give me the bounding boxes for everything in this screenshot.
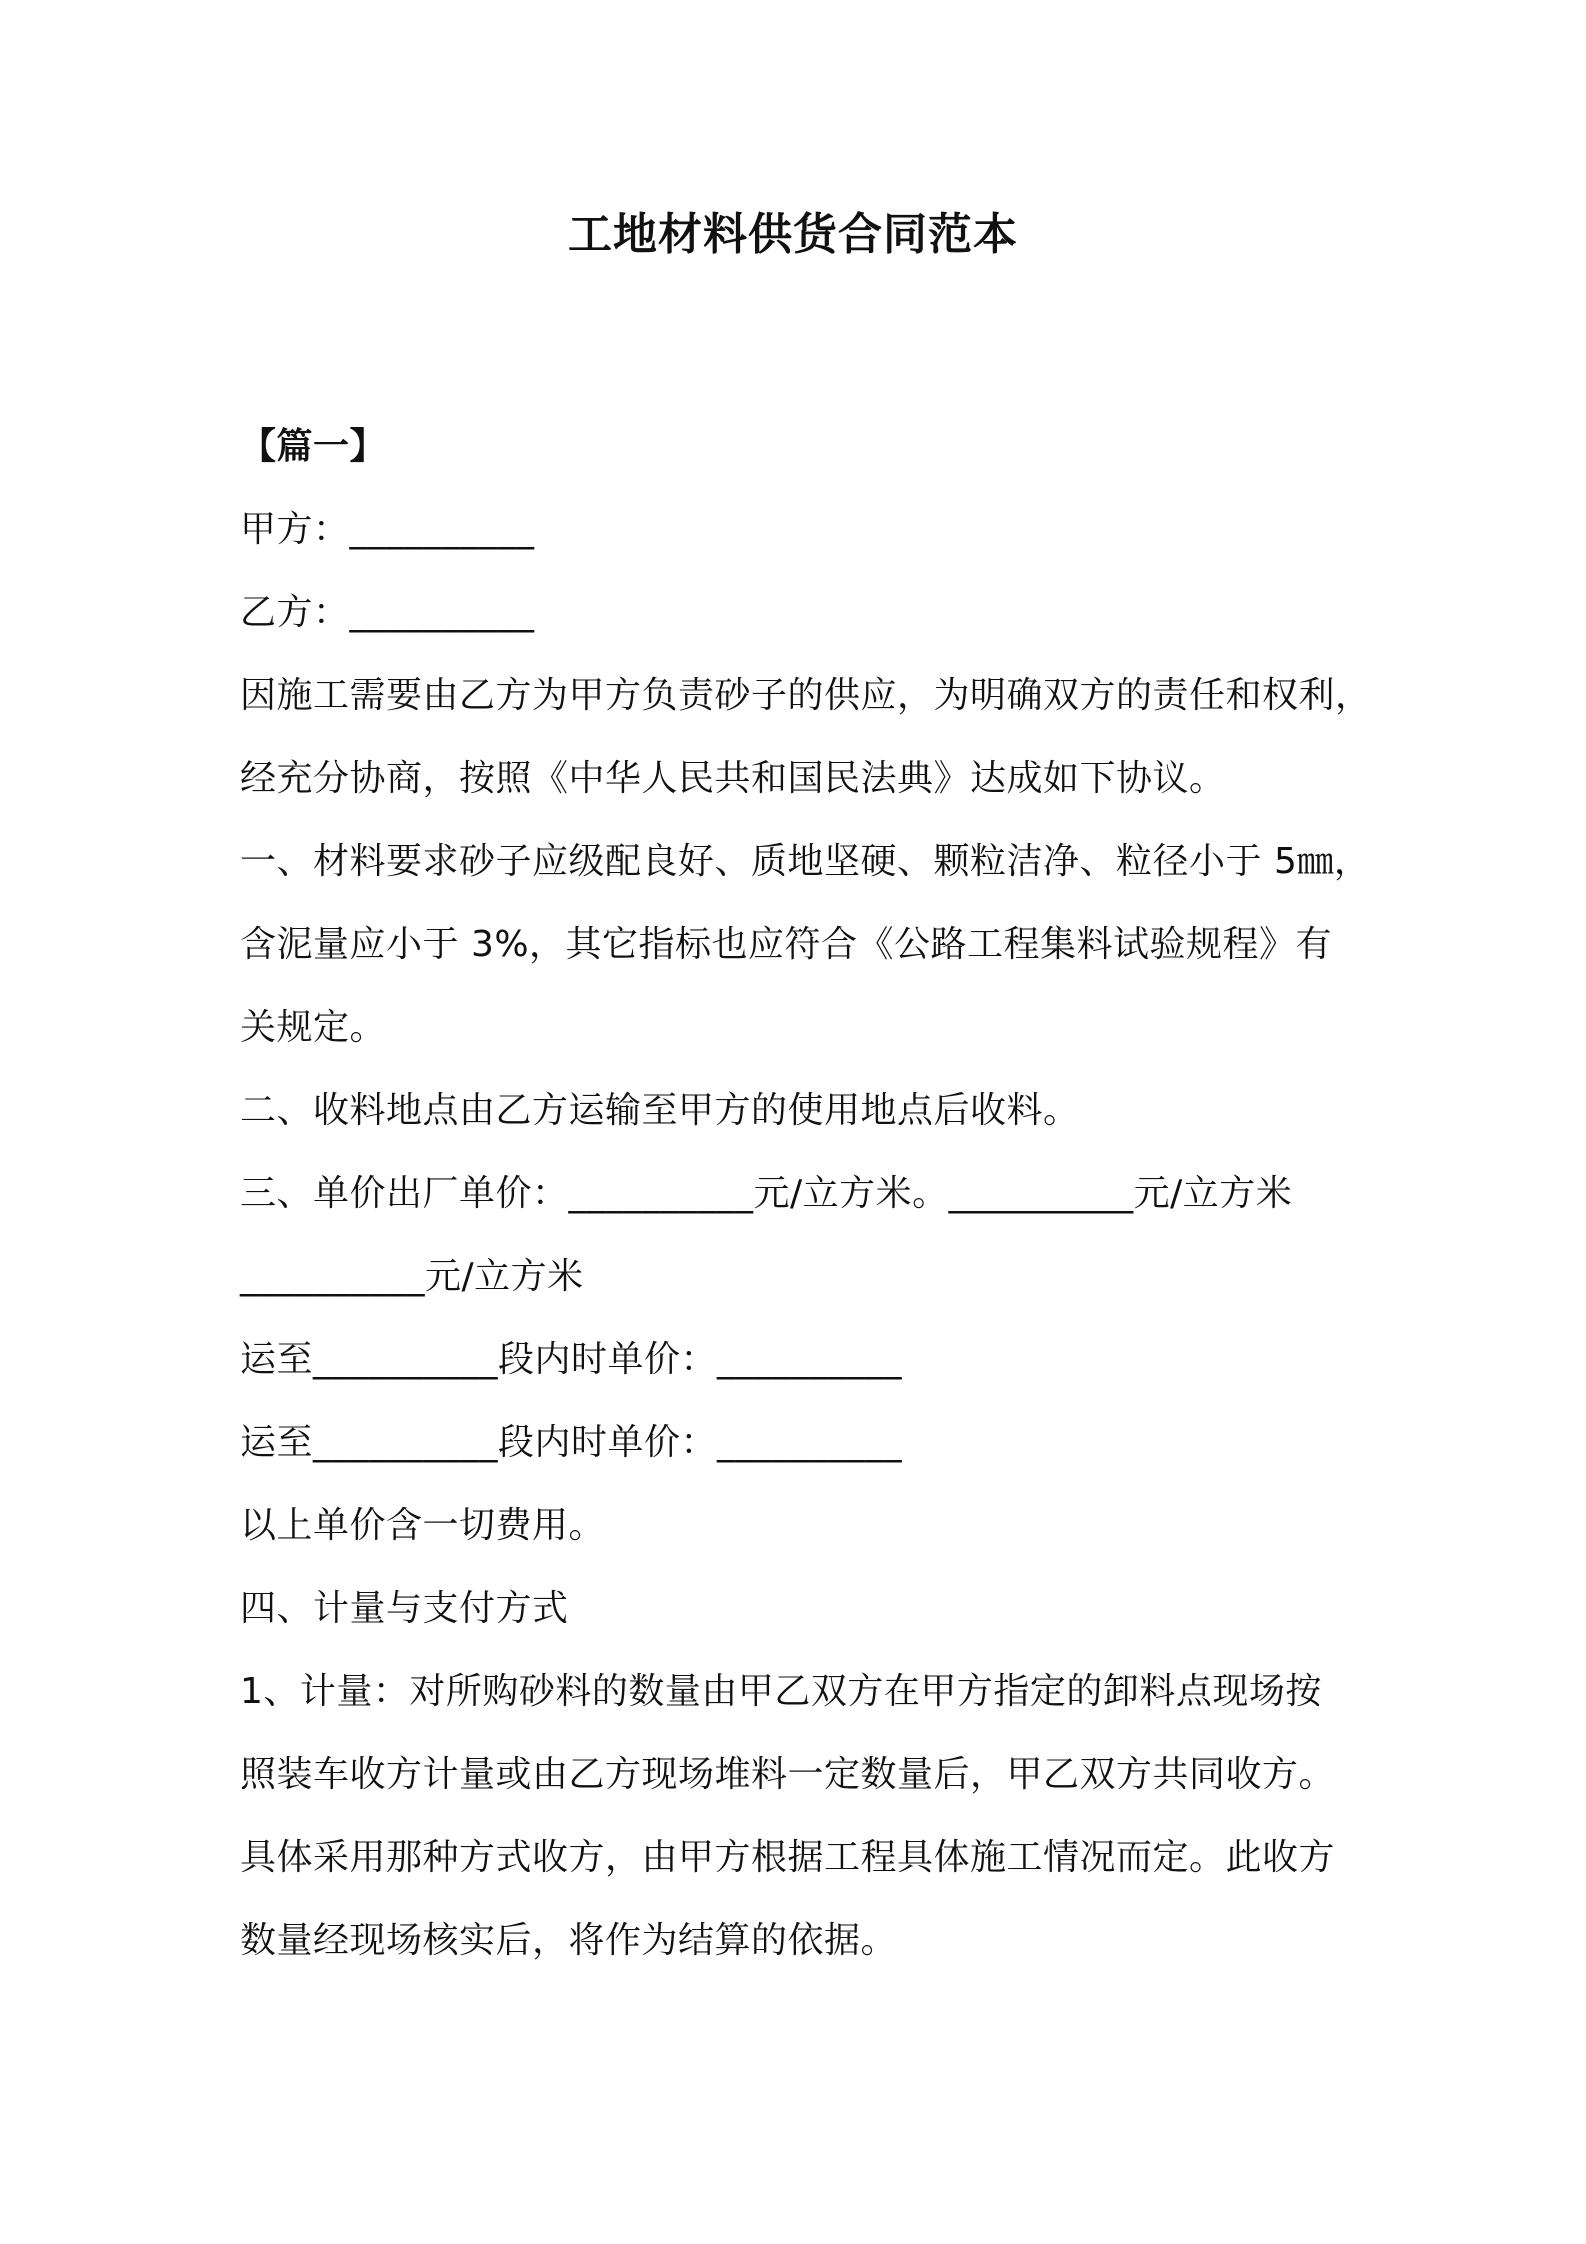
paragraph-line: 因施工需要由乙方为甲方负责砂子的供应，为明确双方的责任和权利， (240, 675, 1372, 716)
clause-line: 三、单价出厂单价：__________元/立方米。__________元/立方米 (240, 1173, 1293, 1214)
paragraph-line: 经充分协商，按照《中华人民共和国民法典》达成如下协议。 (240, 758, 1226, 799)
clause-line: __________元/立方米 (240, 1256, 584, 1297)
clause-line: 以上单价含一切费用。 (240, 1505, 606, 1546)
section-label: 【篇一】 (240, 426, 387, 467)
party-a-line: 甲方：__________ (240, 509, 535, 550)
clause-line: 运至__________段内时单价：__________ (240, 1339, 903, 1380)
clause-line: 一、材料要求砂子应级配良好、质地坚硬、颗粒洁净、粒径小于 5㎜， (240, 841, 1371, 882)
clause-line: 二、收料地点由乙方运输至甲方的使用地点后收料。 (240, 1090, 1080, 1131)
clause-line: 具体采用那种方式收方，由甲方根据工程具体施工情况而定。此收方 (240, 1837, 1336, 1878)
clause-heading: 四、计量与支付方式 (240, 1588, 569, 1629)
clause-line: 1、计量：对所购砂料的数量由甲乙双方在甲方指定的卸料点现场按 (240, 1671, 1322, 1712)
clause-line: 含泥量应小于 3%，其它指标也应符合《公路工程集料试验规程》有 (240, 924, 1333, 965)
document-title: 工地材料供货合同范本 (568, 209, 1018, 260)
clause-line: 数量经现场核实后，将作为结算的依据。 (240, 1920, 898, 1961)
clause-line: 关规定。 (240, 1007, 387, 1048)
clause-line: 运至__________段内时单价：__________ (240, 1422, 903, 1463)
party-b-line: 乙方：__________ (240, 592, 535, 633)
clause-line: 照装车收方计量或由乙方现场堆料一定数量后，甲乙双方共同收方。 (240, 1754, 1336, 1795)
document-body (240, 405, 1380, 1982)
